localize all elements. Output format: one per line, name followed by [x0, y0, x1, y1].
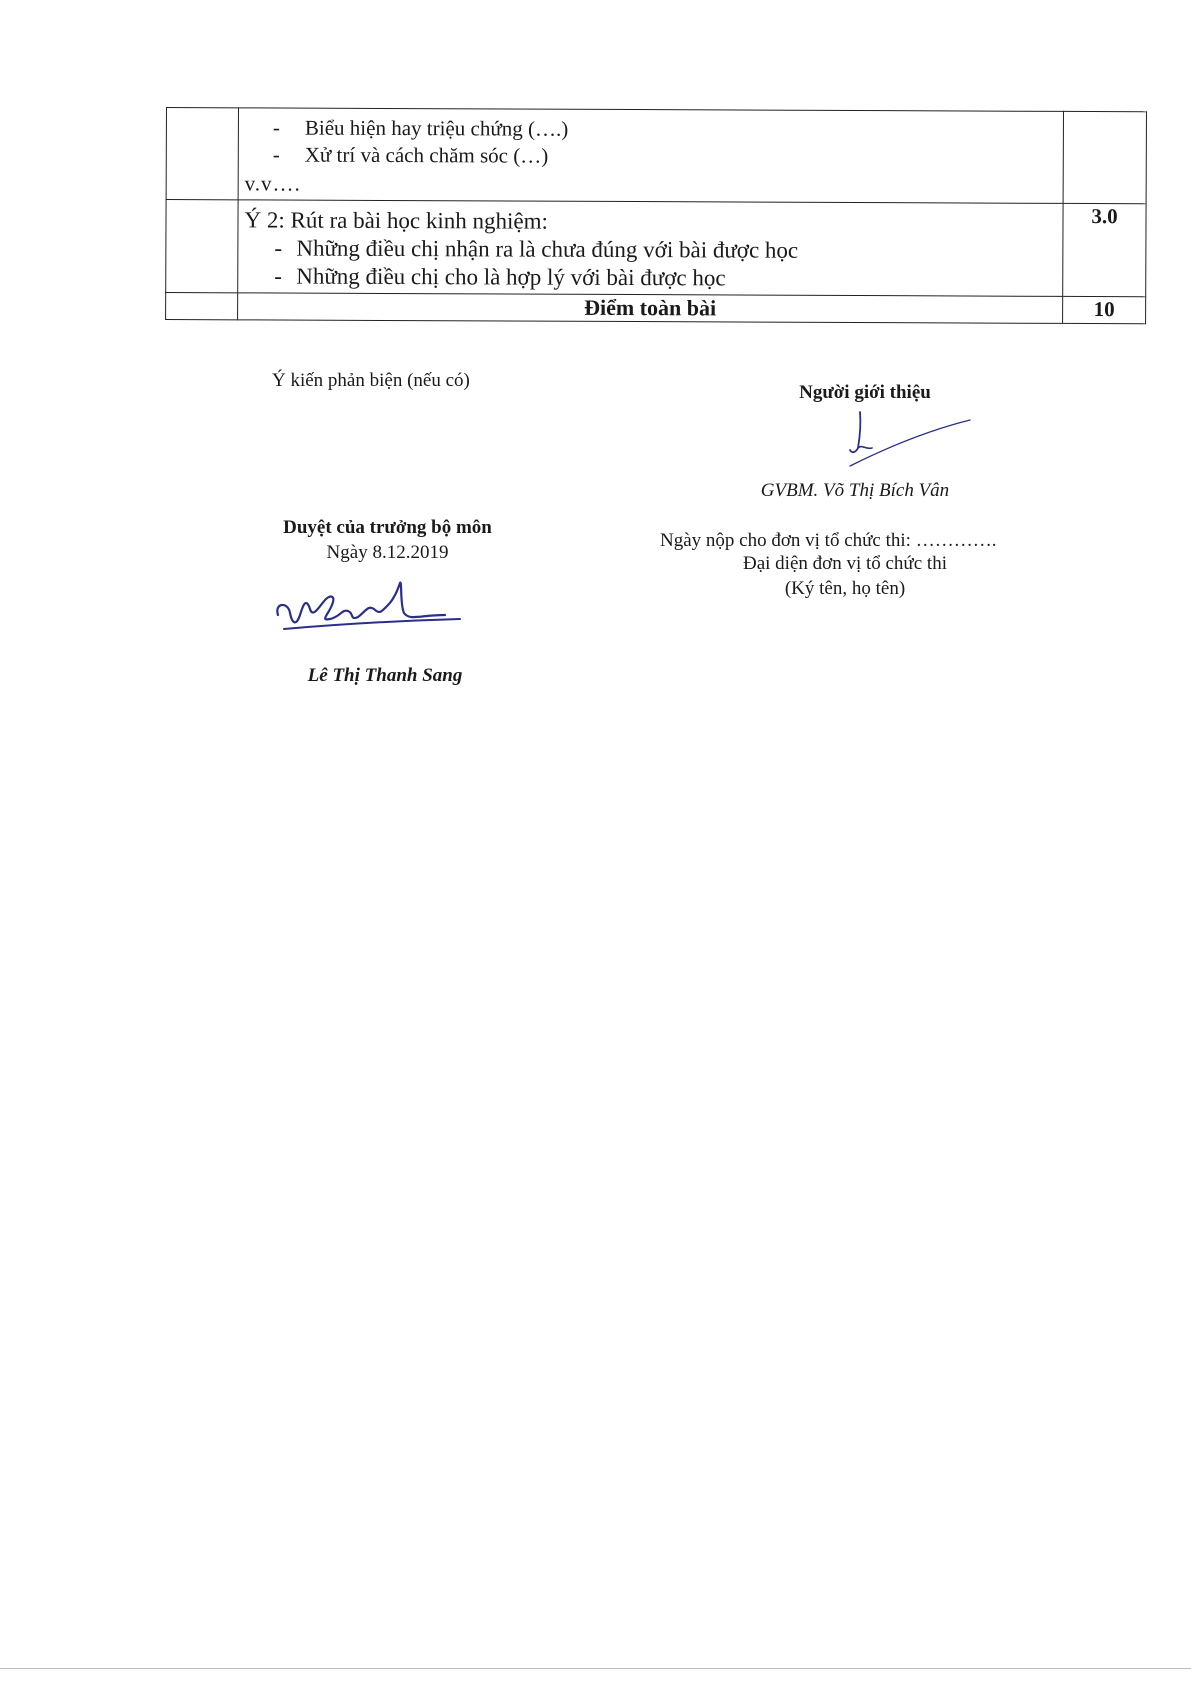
bullet-text: Những điều chị nhận ra là chưa đúng với bài được học [296, 235, 799, 263]
list-item: - Những điều chị nhận ra là chưa đúng với bài được học [274, 235, 799, 263]
total-score: 10 [1063, 296, 1146, 323]
bullet-text: Biểu hiện hay triệu chứng (….) [304, 115, 569, 141]
table-row [166, 108, 1146, 204]
table-row [166, 200, 1146, 297]
bullet-text: Xử trí và cách chăm sóc (…) [304, 142, 549, 168]
rubric-table [165, 107, 1147, 324]
total-label: Điểm toàn bài [238, 293, 1063, 324]
bullet-text: Những điều chị cho là hợp lý với bài được học [296, 263, 726, 291]
list-item: - Những điều chị cho là hợp lý với bài được học [274, 263, 726, 291]
head-name: Lê Thị Thanh Sang [307, 665, 463, 686]
score-cell [1063, 111, 1146, 203]
grading-table [165, 107, 1146, 324]
organizer-representative: Đại diện đơn vị tổ chức thi [743, 553, 947, 574]
index-cell [166, 200, 238, 293]
review-note: Ý kiến phản biện (nếu có) [272, 370, 470, 391]
index-cell [166, 108, 238, 200]
table-row-total [166, 293, 1146, 324]
handwritten-signature-icon [270, 575, 470, 645]
page-bottom-rule [0, 1668, 1191, 1669]
organizer-sign-note: (Ký tên, họ tên) [784, 578, 906, 599]
row-heading: Ý 2: Rút ra bài học kinh nghiệm: [244, 207, 548, 234]
list-item: - Xử trí và cách chăm sóc (…) [272, 142, 549, 168]
handwritten-signature-icon [820, 410, 975, 470]
score-value: 3.0 [1063, 203, 1146, 296]
content-cell [238, 200, 1063, 297]
index-cell [166, 293, 238, 320]
head-approval-date: Ngày 8.12.2019 [326, 542, 449, 563]
head-approval-title: Duyệt của trưởng bộ môn [283, 517, 492, 538]
introducer-title: Người giới thiệu [799, 382, 931, 403]
list-item: - Biểu hiện hay triệu chứng (….) [272, 115, 569, 141]
introducer-name: GVBM. Võ Thị Bích Vân [760, 480, 950, 501]
continuation-text: v.v…. [244, 171, 301, 196]
content-cell [238, 108, 1063, 204]
submission-date-line: Ngày nộp cho đơn vị tổ chức thi: …………. [660, 530, 997, 551]
